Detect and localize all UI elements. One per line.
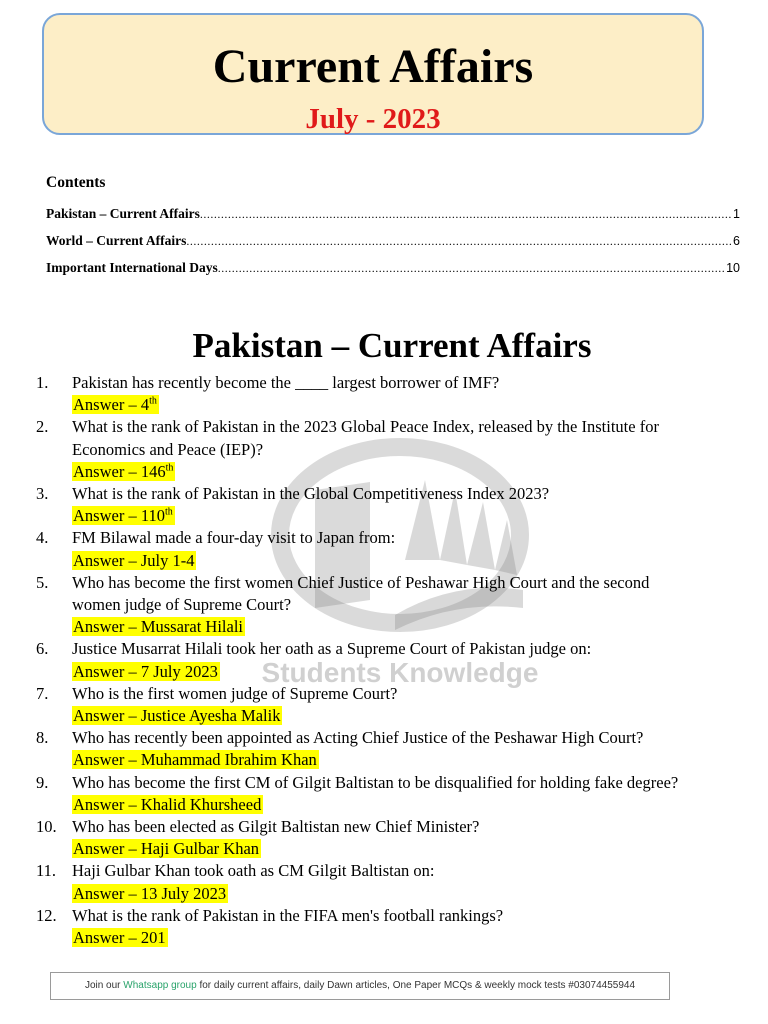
question-text: FM Bilawal made a four-day visit to Japan from:: [72, 528, 396, 548]
question-text: What is the rank of Pakistan in the Global Competitiveness Index 2023?: [72, 484, 550, 504]
answer-highlight: [72, 617, 245, 636]
answer-text: Answer – 7 July 2023: [73, 661, 218, 681]
question-number: 10.: [36, 817, 57, 837]
question-body: [72, 860, 736, 904]
question-item: [36, 860, 736, 904]
watermark-text: Students Knowledge: [261, 657, 539, 688]
question-number: 11.: [36, 861, 57, 881]
contents-heading: Contents: [46, 174, 106, 191]
answer-ordinal-suffix: th: [149, 395, 157, 407]
question-number: 9.: [36, 772, 49, 792]
question-text: Who is the first women judge of Supreme Court?: [72, 683, 398, 703]
question-number: 12.: [36, 905, 57, 925]
question-list: [36, 372, 736, 949]
question-item: [36, 416, 736, 483]
answer-text: Answer – 201: [73, 928, 166, 948]
question-text: Pakistan has recently become the ____ largest borrower of IMF?: [72, 373, 500, 392]
question-number: 6.: [36, 639, 49, 659]
toc-entry-page: 10: [726, 261, 740, 275]
answer-ordinal-suffix: th: [165, 462, 174, 474]
question-text: Justice Musarrat Hilali took her oath as a Supreme Court of Pakistan judge on:: [72, 639, 592, 659]
answer-text: Answer – 146: [73, 461, 166, 481]
answer-text: Answer – Justice Ayesha Malik: [73, 706, 281, 726]
question-text: women judge of Supreme Court?: [72, 595, 292, 615]
answer-highlight: [72, 462, 175, 481]
answer-text: Answer – July 1-4: [73, 550, 195, 570]
question-body: [72, 816, 736, 860]
answer-highlight: [72, 795, 263, 814]
question-item: [36, 572, 736, 639]
answer-text: Answer – Haji Gulbar Khan: [73, 839, 260, 859]
toc-entry-label: Important International Days: [46, 260, 218, 275]
question-body: [72, 572, 736, 639]
question-text: Who has become the first women Chief Justice of Peshawar High Court and the second: [72, 572, 650, 592]
question-text: Who has recently been appointed as Acting Chief Justice of the Peshawar High Court?: [72, 728, 644, 748]
section-title: Pakistan – Current Affairs: [192, 326, 592, 365]
answer-highlight: [72, 839, 261, 858]
question-number: 8.: [36, 728, 49, 748]
answer-text: Answer – 13 July 2023: [73, 883, 227, 903]
question-text: What is the rank of Pakistan in the 2023 Global Peace Index, released by the Institute for: [72, 417, 659, 437]
answer-highlight: [72, 884, 228, 903]
answer-highlight: [72, 662, 220, 681]
question-text: Haji Gulbar Khan took oath as CM Gilgit Baltistan on:: [72, 861, 435, 881]
question-number: 7.: [36, 683, 49, 703]
answer-highlight: [72, 750, 319, 769]
toc-dot-leader: [218, 261, 724, 276]
toc-entry[interactable]: [46, 206, 740, 226]
question-number: 1.: [36, 373, 49, 392]
answer-text: Answer – Khalid Khursheed: [73, 794, 262, 814]
answer-text: Answer – 110: [73, 506, 165, 526]
question-item: [36, 638, 736, 682]
footer-banner: [50, 972, 670, 1000]
answer-text: Answer – 4: [73, 395, 150, 415]
question-text: Who has been elected as Gilgit Baltistan new Chief Minister?: [72, 817, 480, 837]
question-text: Who has become the first CM of Gilgit Baltistan to be disqualified for holding fake degree?: [72, 772, 679, 792]
toc-dot-leader: [200, 207, 731, 222]
question-item: [36, 772, 736, 816]
question-text: Economics and Peace (IEP)?: [72, 439, 264, 459]
toc-entry-page: 6: [733, 234, 740, 248]
question-item: [36, 683, 736, 727]
question-body: [72, 483, 736, 527]
toc-entry[interactable]: [46, 233, 740, 253]
question-item: [36, 816, 736, 860]
question-item: [36, 527, 736, 571]
question-item: [36, 905, 736, 949]
question-item: [36, 727, 736, 771]
answer-highlight: [72, 506, 175, 525]
answer-highlight: [72, 395, 159, 414]
toc-entry-label: World – Current Affairs: [46, 233, 187, 248]
question-item: [36, 372, 736, 416]
document-title: Current Affairs: [212, 40, 534, 93]
answer-highlight: [72, 706, 282, 725]
question-body: [72, 905, 736, 949]
toc-entry-label: Pakistan – Current Affairs: [46, 206, 200, 221]
footer-suffix: for daily current affairs, daily Dawn articles, One Paper MCQs & weekly mock tests #03074455944: [199, 980, 636, 991]
answer-highlight: [72, 928, 168, 947]
whatsapp-group-link[interactable]: Whatsapp group: [123, 980, 197, 991]
question-text: What is the rank of Pakistan in the FIFA men's football rankings?: [72, 905, 504, 925]
toc-dot-leader: [186, 234, 731, 249]
footer-prefix: Join our: [84, 980, 121, 991]
question-body: [72, 683, 736, 727]
document-subtitle: July - 2023: [305, 103, 441, 135]
question-body: [72, 416, 736, 483]
question-number: 5.: [36, 572, 49, 592]
toc-entry-page: 1: [733, 207, 740, 221]
answer-highlight: [72, 551, 196, 570]
question-number: 3.: [36, 484, 49, 504]
question-number: 2.: [36, 417, 49, 437]
question-body: [72, 372, 736, 416]
question-body: [72, 772, 736, 816]
answer-text: Answer – Muhammad Ibrahim Khan: [73, 750, 317, 770]
question-number: 4.: [36, 528, 49, 548]
title-banner: [42, 13, 704, 135]
question-body: [72, 638, 736, 682]
question-body: [72, 727, 736, 771]
toc-entry[interactable]: [46, 260, 740, 280]
answer-ordinal-suffix: th: [164, 506, 173, 518]
answer-text: Answer – Mussarat Hilali: [73, 617, 244, 637]
question-item: [36, 483, 736, 527]
question-body: [72, 527, 736, 571]
